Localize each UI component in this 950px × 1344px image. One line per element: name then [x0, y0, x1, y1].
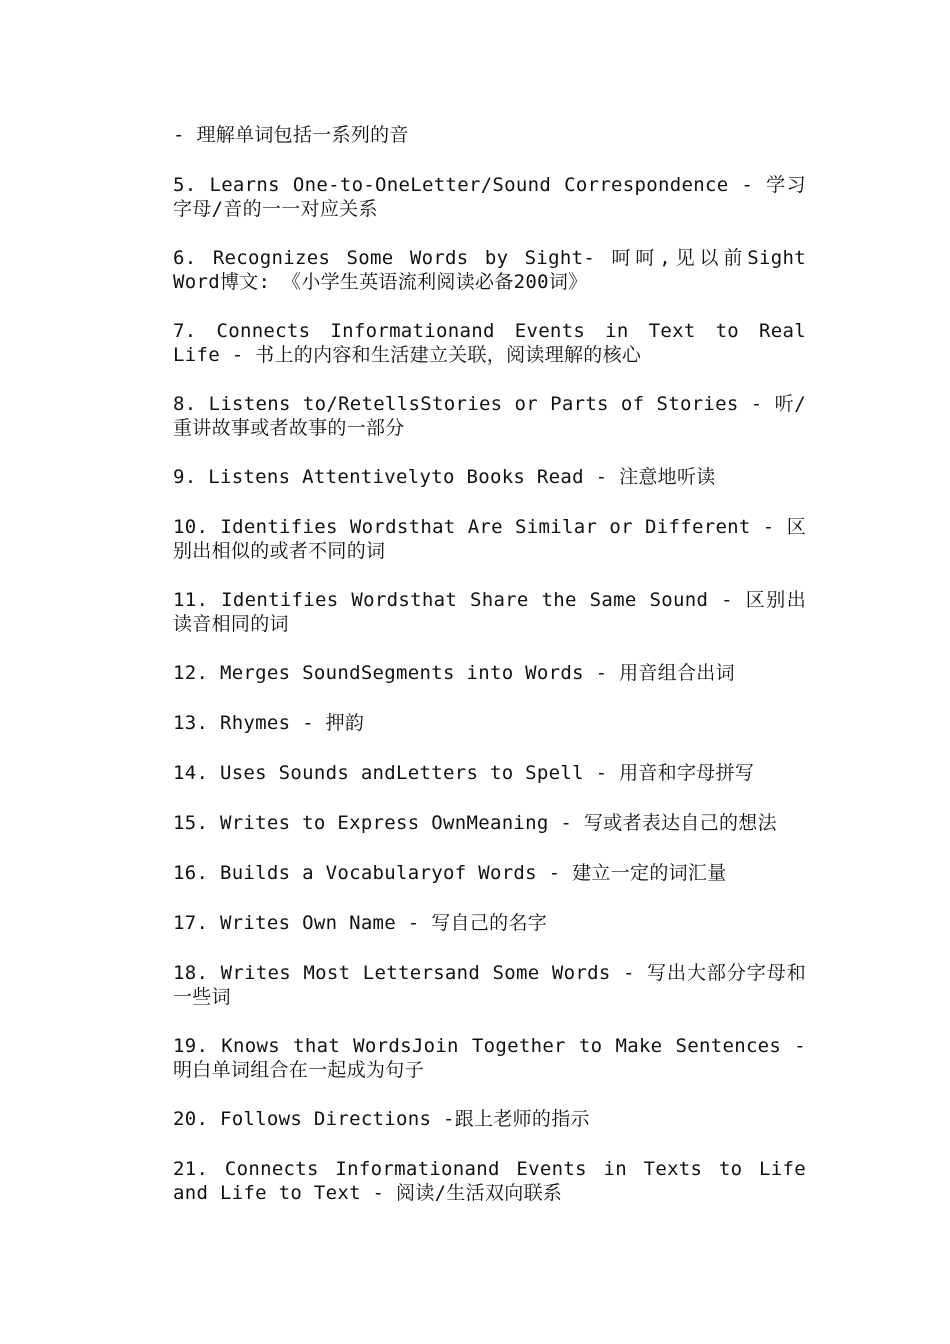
list-item-15: 15. Writes to Express OwnMeaning - 写或者表达自己的想法: [173, 812, 777, 834]
list-item-21: 21. Connects Informationand Events in Texts to Life and Life to Text - 阅读/生活双向联系: [173, 1158, 806, 1204]
list-item-11: 11. Identifies Wordsthat Share the Same Sound - 区别出读音相同的词: [173, 589, 806, 635]
list-item-12: 12. Merges SoundSegments into Words - 用音组合出词: [173, 662, 735, 684]
list-item-16: 16. Builds a Vocabularyof Words - 建立一定的词汇量: [173, 862, 727, 884]
list-item-5: 5. Learns One-to-OneLetter/Sound Correspondence - 学习字母/音的一一对应关系: [173, 174, 806, 220]
list-item-7: 7. Connects Informationand Events in Text to Real Life - 书上的内容和生活建立关联，阅读理解的核心: [173, 320, 806, 366]
list-item-18: 18. Writes Most Lettersand Some Words - 写出大部分字母和一些词: [173, 962, 806, 1008]
list-item-8: 8. Listens to/RetellsStories or Parts of Stories - 听/重讲故事或者故事的一部分: [173, 393, 806, 439]
list-item-9: 9. Listens Attentivelyto Books Read - 注意地听读: [173, 466, 716, 488]
document-body: [173, 123, 806, 1230]
list-item-14: 14. Uses Sounds andLetters to Spell - 用音和字母拼写: [173, 762, 755, 784]
list-item-10: 10. Identifies Wordsthat Are Similar or Different - 区别出相似的或者不同的词: [173, 516, 806, 562]
list-item-19: 19. Knows that WordsJoin Together to Make Sentences - 明白单词组合在一起成为句子: [173, 1035, 806, 1081]
list-item-6: 6. Recognizes Some Words by Sight- 呵呵,见以前Sight Word博文: 《小学生英语流利阅读必备200词》: [173, 247, 806, 293]
list-item-17: 17. Writes Own Name - 写自己的名字: [173, 912, 548, 934]
paragraph-continuation: - 理解单词包括一系列的音: [173, 124, 409, 146]
list-item-20: 20. Follows Directions -跟上老师的指示: [173, 1108, 590, 1130]
list-item-13: 13. Rhymes - 押韵: [173, 712, 365, 734]
